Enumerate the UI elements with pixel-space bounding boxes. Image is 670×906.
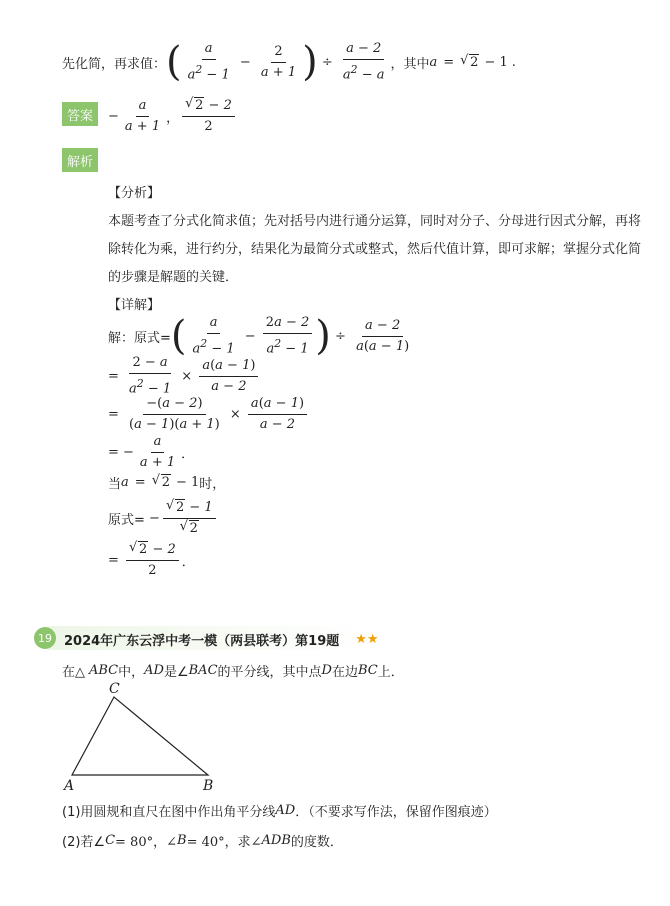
analysis-text-line-2: 除转化为乘，进行约分，结果化为最简分式或整式，然后代值计算，即可求解；掌握分式化简	[108, 242, 642, 257]
evaluation-line-2: = √ $\frac{2 - 2}{2}$ ．	[108, 538, 195, 582]
solution-step-1: 解：原式= ( $\frac{a}{a^2 - 1}$ − $\frac{2a - 2}{a^2 - 1}$ ) ÷ $\frac{a - 2}{a(a - 1)}$	[108, 313, 410, 359]
analysis-tag: 解析	[62, 148, 98, 172]
vertex-label-c: C	[109, 681, 120, 697]
solution-step-4: = − $\frac{a}{a + 1}$ ．	[108, 433, 195, 470]
analysis-heading: 【分析】	[108, 186, 161, 201]
problem-19-source: 2024年广东云浮中考一模（两县联考）第19题	[64, 633, 340, 649]
answer-content: − $\frac{a}{a + 1}$ ， √ $\frac{2 - 2}{2}$	[108, 96, 238, 136]
vertex-label-b: B	[203, 778, 214, 794]
detail-heading: 【详解】	[108, 298, 161, 313]
fraction-a-over-a2-1: $\frac{a}{a^2 - 1}$	[187, 40, 230, 83]
answer-fraction-2: √ $\frac{2 - 2}{2}$	[182, 98, 235, 135]
problem-19-number-badge: 19	[34, 627, 56, 649]
var-a: a	[429, 54, 438, 70]
fraction-2-over-a+1: $\frac{2}{a + 1}$	[260, 43, 297, 80]
condition-text: ，其中	[390, 56, 430, 72]
problem-19-part-1: (1)用圆规和直尺在图中作出角平分线 AD ．（不要求写作法，保留作图痕迹）	[62, 802, 497, 820]
fraction-a-2-over-a2-a: $\frac{a - 2}{a^2 - a}$	[342, 40, 385, 83]
problem-18-statement: 先化简，再求值： ( $\frac{a}{a^2 - 1}$ − $\frac{2}{a + 1}$ ) ÷ $\frac{a - 2}{a^2 - a}$ ，其中 a = √ 2 − 1 .	[62, 40, 516, 84]
triangle-abc	[72, 697, 208, 775]
left-paren: (	[166, 39, 182, 85]
answer-fraction-1: $\frac{a}{a + 1}$	[124, 97, 161, 134]
problem-19-header	[64, 630, 379, 648]
triangle-abc-figure	[60, 680, 230, 795]
sqrt-two: √ 2	[460, 55, 479, 70]
difficulty-stars: ★★	[355, 631, 379, 647]
answer-tag: 答案	[62, 102, 98, 126]
analysis-text-line-3: 的步骤是解题的关键．	[108, 270, 239, 285]
evaluation-line-1: 原式= − √ 2 − 1 √ 2	[108, 496, 219, 540]
solution-step-3: = $\frac{-(a - 2)}{(a - 1)(a + 1)}$ × $\frac{a(a - 1)}{a - 2}$	[108, 394, 310, 434]
right-paren: )	[302, 39, 318, 85]
problem-19-part-2: (2)若∠ C = 80°，∠ B = 40°，求∠ ADB 的度数．	[62, 832, 343, 850]
analysis-text-line-1: 本题考查了分式化简求值；先对括号内进行通分运算，同时对分子、分母进行因式分解，再将	[108, 214, 642, 229]
solution-step-2: = $\frac{2 - a}{a^2 - 1}$ × $\frac{a(a - 1)}{a - 2}$	[108, 356, 261, 396]
substitution-line: 当 a = √ 2 − 1 时，	[108, 470, 225, 494]
vertex-label-a: A	[64, 778, 75, 794]
problem-18-prompt: 先化简，再求值：	[62, 56, 167, 72]
problem-19-stem: 在△ ABC 中， AD 是∠ BAC 的平分线，其中点 D 在边 BC 上．	[62, 662, 404, 680]
